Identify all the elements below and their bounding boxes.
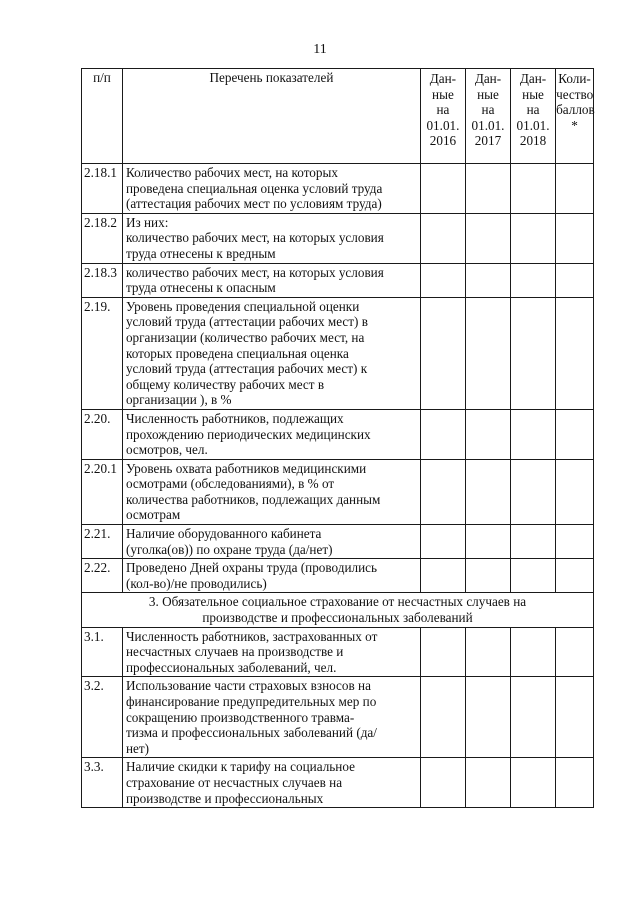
indicator-text-line: общему количеству рабочих мест в bbox=[125, 376, 325, 392]
header-text: чество bbox=[556, 86, 594, 102]
data-2018-cell[interactable] bbox=[511, 677, 556, 758]
header-text: на bbox=[526, 102, 540, 118]
indicator-text-line: страхование от несчастных случаев на bbox=[125, 774, 343, 790]
data-2018-cell[interactable] bbox=[511, 213, 556, 263]
data-2016-cell[interactable] bbox=[420, 297, 465, 409]
data-2017-cell[interactable] bbox=[465, 263, 510, 297]
indicator-text-line: сокращению производственного травма- bbox=[125, 709, 355, 725]
data-2017-cell[interactable] bbox=[465, 525, 510, 559]
row-number: 2.19. bbox=[82, 297, 123, 409]
header-text: 01.01. bbox=[471, 117, 505, 133]
score-cell[interactable] bbox=[556, 758, 594, 808]
data-2017-cell[interactable] bbox=[465, 213, 510, 263]
indicator-text-line: организации (количество рабочих мест, на bbox=[125, 329, 365, 345]
indicator-description bbox=[122, 297, 420, 409]
score-cell[interactable] bbox=[556, 409, 594, 459]
indicator-text-line: производстве и профессиональных bbox=[125, 790, 324, 806]
indicator-text-line: Из них: bbox=[125, 214, 169, 230]
indicators-table bbox=[81, 68, 594, 808]
indicator-text-line: Численность работников, застрахованных от bbox=[125, 628, 378, 644]
header-text: 2018 bbox=[519, 133, 547, 149]
data-2016-cell[interactable] bbox=[420, 677, 465, 758]
indicator-text-line: условий труда (аттестации рабочих мест) в bbox=[125, 314, 368, 330]
indicator-text-line: проведена специальная оценка условий труда bbox=[125, 180, 383, 196]
table-row bbox=[82, 297, 594, 409]
data-2017-cell[interactable] bbox=[465, 627, 510, 677]
data-2018-cell[interactable] bbox=[511, 459, 556, 524]
header-text: Дан- bbox=[474, 71, 502, 86]
data-2017-cell[interactable] bbox=[465, 559, 510, 593]
indicator-description bbox=[122, 263, 420, 297]
header-indicators: Перечень показателей bbox=[122, 69, 420, 164]
indicator-description bbox=[122, 459, 420, 524]
table-row bbox=[82, 213, 594, 263]
indicator-description bbox=[122, 213, 420, 263]
data-2016-cell[interactable] bbox=[420, 409, 465, 459]
header-text: Коли- bbox=[558, 71, 591, 86]
table-row bbox=[82, 677, 594, 758]
header-score bbox=[556, 69, 594, 164]
data-2018-cell[interactable] bbox=[511, 409, 556, 459]
indicator-text-line: осмотрами (обследованиями), в % от bbox=[125, 476, 335, 492]
indicator-text-line: прохождению периодических медицинских bbox=[125, 426, 371, 442]
header-text: баллов bbox=[556, 102, 595, 118]
header-text: на bbox=[481, 102, 495, 118]
score-cell[interactable] bbox=[556, 525, 594, 559]
indicator-text-line: условий труда (аттестация рабочих мест) к bbox=[125, 361, 368, 377]
row-number: 2.18.2 bbox=[82, 213, 123, 263]
header-text: Дан- bbox=[429, 71, 457, 86]
score-cell[interactable] bbox=[556, 213, 594, 263]
section-row bbox=[82, 593, 594, 627]
section-title-line: 3. Обязательное социальное страхование от несчастных случаев на bbox=[148, 594, 527, 610]
row-number: 3.1. bbox=[82, 627, 123, 677]
row-number: 3.3. bbox=[82, 758, 123, 808]
header-data-2018 bbox=[511, 69, 556, 164]
header-text: 01.01. bbox=[426, 117, 460, 133]
data-2016-cell[interactable] bbox=[420, 559, 465, 593]
indicator-text-line: финансирование предупредительных мер по bbox=[125, 694, 377, 709]
indicator-description bbox=[122, 525, 420, 559]
indicator-text-line: Уровень проведения специальной оценки bbox=[125, 298, 360, 314]
header-data-2017 bbox=[465, 69, 510, 164]
score-cell[interactable] bbox=[556, 263, 594, 297]
score-cell[interactable] bbox=[556, 677, 594, 758]
indicator-text-line: нет) bbox=[125, 740, 150, 756]
indicator-description bbox=[122, 677, 420, 758]
indicator-text-line: (кол-во)/не проводились) bbox=[125, 575, 267, 591]
data-2016-cell[interactable] bbox=[420, 263, 465, 297]
indicator-text-line: профессиональных заболеваний, чел. bbox=[125, 659, 337, 675]
indicator-description bbox=[122, 559, 420, 593]
row-number: 2.21. bbox=[82, 525, 123, 559]
indicator-text-line: труда отнесены к вредным bbox=[125, 245, 276, 261]
table-row bbox=[82, 525, 594, 559]
page-number: 11 bbox=[313, 42, 327, 57]
data-2016-cell[interactable] bbox=[420, 525, 465, 559]
indicator-text-line: Количество рабочих мест, на которых bbox=[125, 165, 338, 180]
data-2016-cell[interactable] bbox=[420, 213, 465, 263]
indicator-text-line: тизма и профессиональных заболеваний (да/ bbox=[125, 725, 377, 741]
indicator-text-line: (аттестация рабочих мест по условиям труда) bbox=[125, 196, 382, 212]
data-2018-cell[interactable] bbox=[511, 525, 556, 559]
score-cell[interactable] bbox=[556, 164, 594, 214]
header-text: ные bbox=[477, 86, 499, 102]
table-row bbox=[82, 164, 594, 214]
score-cell[interactable] bbox=[556, 627, 594, 677]
data-2018-cell[interactable] bbox=[511, 263, 556, 297]
indicator-text-line: осмотров, чел. bbox=[125, 442, 208, 458]
indicator-text-line: количество рабочих мест, на которых условия bbox=[125, 264, 384, 280]
data-2016-cell[interactable] bbox=[420, 758, 465, 808]
header-number: п/п bbox=[82, 69, 123, 164]
indicator-text-line: количества работников, подлежащих данным bbox=[125, 491, 381, 507]
row-number: 2.18.3 bbox=[82, 263, 123, 297]
header-text: на bbox=[436, 102, 450, 118]
row-number: 2.20.1 bbox=[82, 459, 123, 524]
indicator-text-line: организации ), в % bbox=[125, 392, 232, 408]
indicator-text-line: Наличие скидки к тарифу на социальное bbox=[125, 759, 355, 775]
data-2016-cell[interactable] bbox=[420, 164, 465, 214]
row-number: 3.2. bbox=[82, 677, 123, 758]
header-text: ные bbox=[522, 86, 544, 102]
indicator-text-line: осмотрам bbox=[125, 507, 181, 523]
table-row bbox=[82, 409, 594, 459]
header-text: 2017 bbox=[474, 133, 502, 149]
data-2016-cell[interactable] bbox=[420, 459, 465, 524]
indicator-text-line: несчастных случаев на производстве и bbox=[125, 644, 344, 660]
table-row bbox=[82, 263, 594, 297]
data-2017-cell[interactable] bbox=[465, 677, 510, 758]
indicator-text-line: Проведено Дней охраны труда (проводились bbox=[125, 560, 378, 576]
data-2017-cell[interactable] bbox=[465, 297, 510, 409]
indicator-text-line: Наличие оборудованного кабинета bbox=[125, 526, 322, 542]
data-2017-cell[interactable] bbox=[465, 459, 510, 524]
section-title bbox=[82, 593, 594, 627]
row-number: 2.22. bbox=[82, 559, 123, 593]
data-2018-cell[interactable] bbox=[511, 627, 556, 677]
table-row bbox=[82, 559, 594, 593]
header-text: ные bbox=[432, 86, 454, 102]
table-row bbox=[82, 627, 594, 677]
indicator-text-line: труда отнесены к опасным bbox=[125, 280, 276, 296]
data-2017-cell[interactable] bbox=[465, 164, 510, 214]
data-2018-cell[interactable] bbox=[511, 758, 556, 808]
header-data-2016 bbox=[420, 69, 465, 164]
table-row bbox=[82, 459, 594, 524]
indicator-text-line: (уголка(ов)) по охране труда (да/нет) bbox=[125, 541, 333, 557]
indicators-rows-section-2 bbox=[82, 164, 594, 593]
data-2018-cell[interactable] bbox=[511, 164, 556, 214]
indicator-description bbox=[122, 409, 420, 459]
indicator-description bbox=[122, 627, 420, 677]
header-text: 2016 bbox=[429, 133, 457, 149]
indicator-text-line: Использование части страховых взносов на bbox=[125, 678, 371, 694]
indicator-text-line: количество рабочих мест, на которых условия bbox=[125, 230, 384, 246]
table-row bbox=[82, 758, 594, 808]
header-text: 01.01. bbox=[516, 117, 550, 133]
indicator-description bbox=[122, 164, 420, 214]
section-title-line: производстве и профессиональных заболеваний bbox=[202, 610, 473, 626]
score-cell[interactable] bbox=[556, 297, 594, 409]
indicator-text-line: которых проведена специальная оценка bbox=[125, 345, 349, 361]
data-2017-cell[interactable] bbox=[465, 409, 510, 459]
score-cell[interactable] bbox=[556, 559, 594, 593]
indicator-text-line: Уровень охвата работников медицинскими bbox=[125, 460, 367, 476]
data-2018-cell[interactable] bbox=[511, 297, 556, 409]
data-2018-cell[interactable] bbox=[511, 559, 556, 593]
row-number: 2.18.1 bbox=[82, 164, 123, 214]
indicator-text-line: Численность работников, подлежащих bbox=[125, 410, 344, 426]
data-2016-cell[interactable] bbox=[420, 627, 465, 677]
header-text: * bbox=[571, 117, 578, 133]
indicator-description bbox=[122, 758, 420, 808]
data-2017-cell[interactable] bbox=[465, 758, 510, 808]
header-text: Дан- bbox=[519, 71, 547, 86]
table-header-row bbox=[82, 69, 594, 164]
row-number: 2.20. bbox=[82, 409, 123, 459]
indicators-rows-section-3 bbox=[82, 627, 594, 808]
section-3-header bbox=[82, 593, 594, 627]
score-cell[interactable] bbox=[556, 459, 594, 524]
